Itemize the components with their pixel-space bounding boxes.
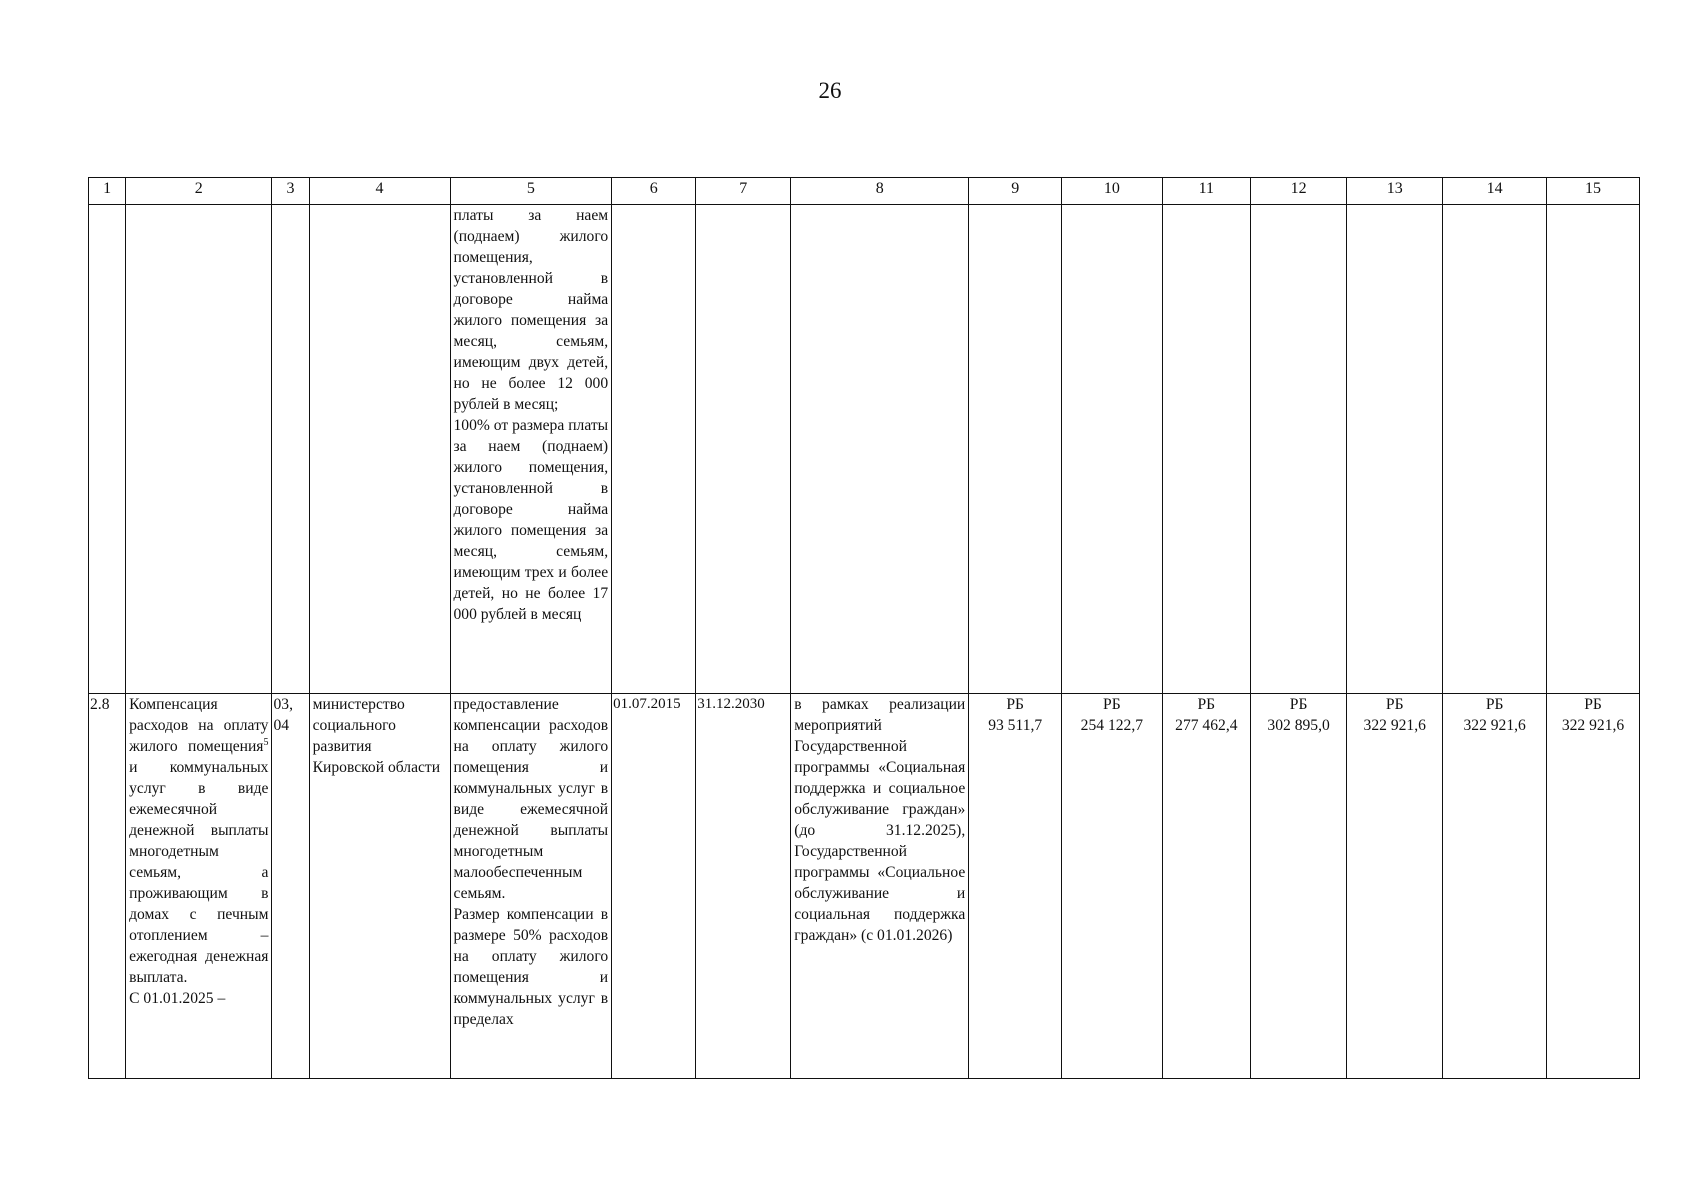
- empty-cell: [1251, 205, 1347, 694]
- empty-cell: [1347, 205, 1443, 694]
- empty-cell: [612, 205, 696, 694]
- row-number: 2.8: [89, 694, 126, 1079]
- amount-value: 277 462,4: [1175, 717, 1238, 734]
- empty-cell: [969, 205, 1062, 694]
- header-cell: 2: [126, 178, 272, 205]
- description-cell: предоставление компенсации расходов на оплату жилого помещения и коммунальных услуг в виде ежемесячной денежной выплаты многодетным малообеспеченным семьям. Размер компенсации в размере 50% расходов на оплату жилого помещения и коммунальных услуг в пределах: [450, 694, 612, 1079]
- empty-cell: [126, 205, 272, 694]
- footnote-ref: 5: [263, 736, 269, 748]
- amount-value: 322 921,6: [1363, 717, 1426, 734]
- header-cell: 12: [1251, 178, 1347, 205]
- amount-value: 322 921,6: [1463, 717, 1526, 734]
- executor-cell: министерство социального развития Кировской области: [309, 694, 450, 1079]
- measures-table: [88, 177, 1640, 1079]
- empty-cell: [791, 205, 969, 694]
- empty-cell: [1062, 205, 1162, 694]
- amount-value: 322 921,6: [1561, 717, 1625, 734]
- amount-cell-9: [969, 694, 1062, 1079]
- header-cell: 3: [272, 178, 309, 205]
- empty-cell: [1547, 205, 1640, 694]
- start-date: 01.07.2015: [612, 694, 696, 1079]
- table-row-2-8: [89, 694, 1640, 1079]
- header-cell: 13: [1347, 178, 1443, 205]
- table-row-continuation: [89, 205, 1640, 694]
- empty-cell: [1443, 205, 1547, 694]
- amount-cell-13: [1347, 694, 1443, 1079]
- funding-source: РБ: [1385, 696, 1404, 713]
- amount-value: 254 122,7: [1080, 717, 1144, 734]
- amount-cell-14: [1443, 694, 1547, 1079]
- empty-cell: [696, 205, 791, 694]
- header-cell: 8: [791, 178, 969, 205]
- page-number: 26: [818, 78, 842, 103]
- header-cell: 9: [969, 178, 1062, 205]
- funding-source: РБ: [1289, 696, 1308, 713]
- header-cell: 6: [612, 178, 696, 205]
- amount-cell-15: [1547, 694, 1640, 1079]
- header-cell: 7: [696, 178, 791, 205]
- header-cell: 5: [450, 178, 612, 205]
- header-cell: 11: [1162, 178, 1250, 205]
- amount-value: 93 511,7: [988, 717, 1043, 734]
- funding-source: РБ: [1485, 696, 1504, 713]
- header-row: [89, 178, 1640, 205]
- code-cell: 03, 04: [272, 694, 309, 1079]
- amount-cell-10: [1062, 694, 1162, 1079]
- funding-source: РБ: [1197, 696, 1216, 713]
- funding-source: РБ: [1103, 696, 1121, 713]
- header-cell: 10: [1062, 178, 1162, 205]
- empty-cell: [1162, 205, 1250, 694]
- measure-name: [126, 694, 272, 1079]
- measure-name-text: Компенсация расходов на оплату жилого помещения: [129, 696, 269, 755]
- funding-source: РБ: [1584, 696, 1602, 713]
- continuation-description: платы за наем (поднаем) жилого помещения, установленной в договоре найма жилого помещения за месяц, семьям, имеющим двух детей, но не более 12 000 рублей в месяц; 100% от размера платы за наем (поднаем) жилого помещения, установленной в договоре найма жилого помещения за месяц, семьям, имеющим трех и более детей, но не более 17 000 рублей в месяц: [450, 205, 612, 694]
- measure-name-text-cont: и коммунальных услуг в виде ежемесячной денежной выплаты многодетным семьям, а проживающим в домах с печным отоплением – ежегодная денежная выплата. С 01.01.2025 –: [129, 759, 269, 1007]
- amount-cell-11: [1162, 694, 1250, 1079]
- empty-cell: [272, 205, 309, 694]
- program-cell: в рамках реализации мероприятий Государственной программы «Социальная поддержка и социальное обслуживание граждан» (до 31.12.2025), Государственной программы «Социальное обслуживание и социальная поддержка граждан» (с 01.01.2026): [791, 694, 969, 1079]
- header-cell: 15: [1547, 178, 1640, 205]
- empty-cell: [89, 205, 126, 694]
- amount-cell-12: [1251, 694, 1347, 1079]
- end-date: 31.12.2030: [696, 694, 791, 1079]
- empty-cell: [309, 205, 450, 694]
- funding-source: РБ: [1006, 696, 1025, 713]
- amount-value: 302 895,0: [1267, 717, 1330, 734]
- header-cell: 14: [1443, 178, 1547, 205]
- header-cell: 4: [309, 178, 450, 205]
- header-cell: 1: [89, 178, 126, 205]
